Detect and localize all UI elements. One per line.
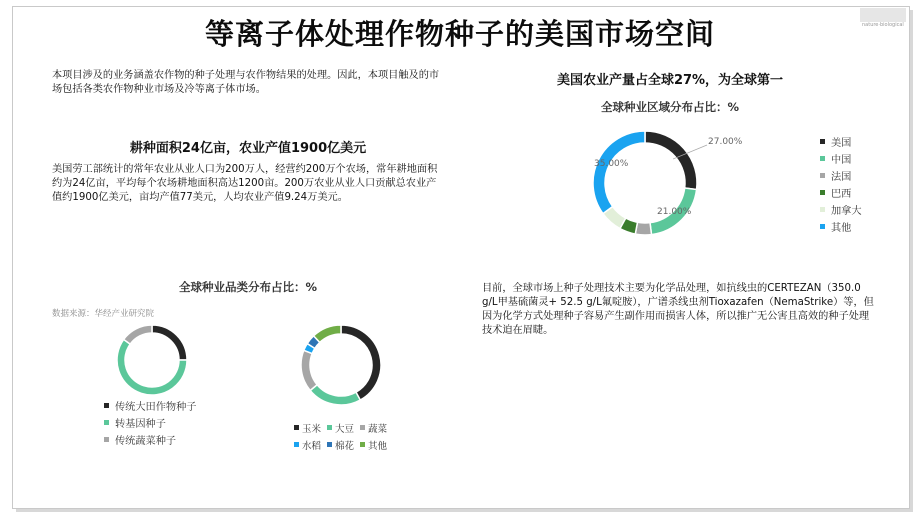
legend-item-fr: 法国 [820, 167, 862, 184]
logo-text: nature·biological [862, 22, 904, 28]
legend-item-field: 传统大田作物种子 [104, 397, 197, 414]
data-source: 数据来源：华经产业研究院 [52, 309, 155, 319]
section2-heading: 美国农业产量占全球27%，为全球第一 [556, 73, 784, 88]
legend-item-us: 美国 [820, 133, 862, 150]
legend-swatch [820, 224, 825, 229]
legend-item-other: 其他 [820, 218, 862, 235]
crop-legend-row [294, 415, 414, 435]
legend-swatch [327, 442, 332, 447]
donut-slice-2 [310, 385, 360, 405]
region-label-cn: 21.00% [657, 207, 692, 217]
category-legend [104, 397, 197, 448]
region-legend [820, 133, 862, 235]
section1-paragraph: 美国劳工部统计的常年农业从业人口为200万人，经营约200万个农场，常年耕地面积约为24亿亩，平均每个农场耕地面积高达1200亩。200万农业从业人口贡献总农业产值约1900亿美元，亩均产值77美元，人均农业产值9.24万美元。 [52, 164, 438, 203]
region-label-leader-line [673, 143, 713, 163]
donut-slice-6 [593, 131, 645, 214]
crop-legend-row [294, 432, 414, 452]
right-paragraph: 目前，全球市场上种子处理技术主要为化学品处理，如抗线虫的CERTEZAN（350.0 g/L甲基硫菌灵+ 52.5 g/L氟啶胺），广谱杀线虫剂Tioxazafen（NemaStrike）等，但因为化学方式处理种子容易产生副作用而损害人体，所以推广无公害且高效的种子处理技术迫在眉睫。 [482, 283, 874, 336]
legend-swatch [360, 442, 365, 447]
legend-item-br: 巴西 [820, 184, 862, 201]
section1-heading: 耕种面积24亿亩，农业产值1900亿美元 [129, 141, 367, 156]
legend-item-corn: 玉米 [294, 421, 321, 435]
slide-shadow-right [910, 10, 913, 510]
legend-item-cn: 中国 [820, 150, 862, 167]
legend-swatch [104, 420, 109, 425]
region-label-other: 35.00% [594, 159, 629, 169]
legend-item-veg: 传统蔬菜种子 [104, 431, 197, 448]
donut-slice-1 [152, 325, 187, 360]
region-chart-title: 全球种业区域分布占比：% [600, 100, 740, 114]
legend-item-crop-other: 其他 [360, 438, 387, 452]
donut-slice-6 [314, 325, 341, 342]
legend-swatch [104, 403, 109, 408]
legend-swatch [820, 156, 825, 161]
logo [860, 8, 906, 22]
legend-swatch [820, 207, 825, 212]
region-label-us: 27.00% [708, 137, 743, 147]
category-chart-title: 全球种业品类分布占比：% [178, 280, 318, 294]
legend-item-soy: 大豆 [327, 421, 354, 435]
legend-swatch [294, 442, 299, 447]
legend-item-rice: 水稻 [294, 438, 321, 452]
donut-slice-3 [124, 325, 152, 344]
legend-swatch [360, 425, 365, 430]
page-title: 等离子体处理作物种子的美国市场空间 [204, 17, 715, 51]
donut-slice-1 [341, 325, 381, 400]
intro-paragraph: 本项目涉及的业务涵盖农作物的种子处理与农作物结果的处理。因此，本项目触及的市场包括各类农作物种业市场及冷等离子体市场。 [52, 70, 440, 95]
legend-swatch [820, 173, 825, 178]
legend-swatch [820, 139, 825, 144]
legend-swatch [327, 425, 332, 430]
legend-swatch [104, 437, 109, 442]
legend-item-vegetable: 蔬菜 [360, 421, 387, 435]
category-donut-chart [114, 322, 190, 398]
donut-slice-3 [301, 350, 317, 390]
legend-item-cotton: 棉花 [327, 438, 354, 452]
legend-item-gm: 转基因种子 [104, 414, 197, 431]
legend-swatch [294, 425, 299, 430]
slide-shadow-bottom [16, 509, 913, 512]
crop-donut-chart [298, 322, 384, 408]
legend-swatch [820, 190, 825, 195]
legend-item-ca: 加拿大 [820, 201, 862, 218]
crop-legend [294, 415, 414, 452]
